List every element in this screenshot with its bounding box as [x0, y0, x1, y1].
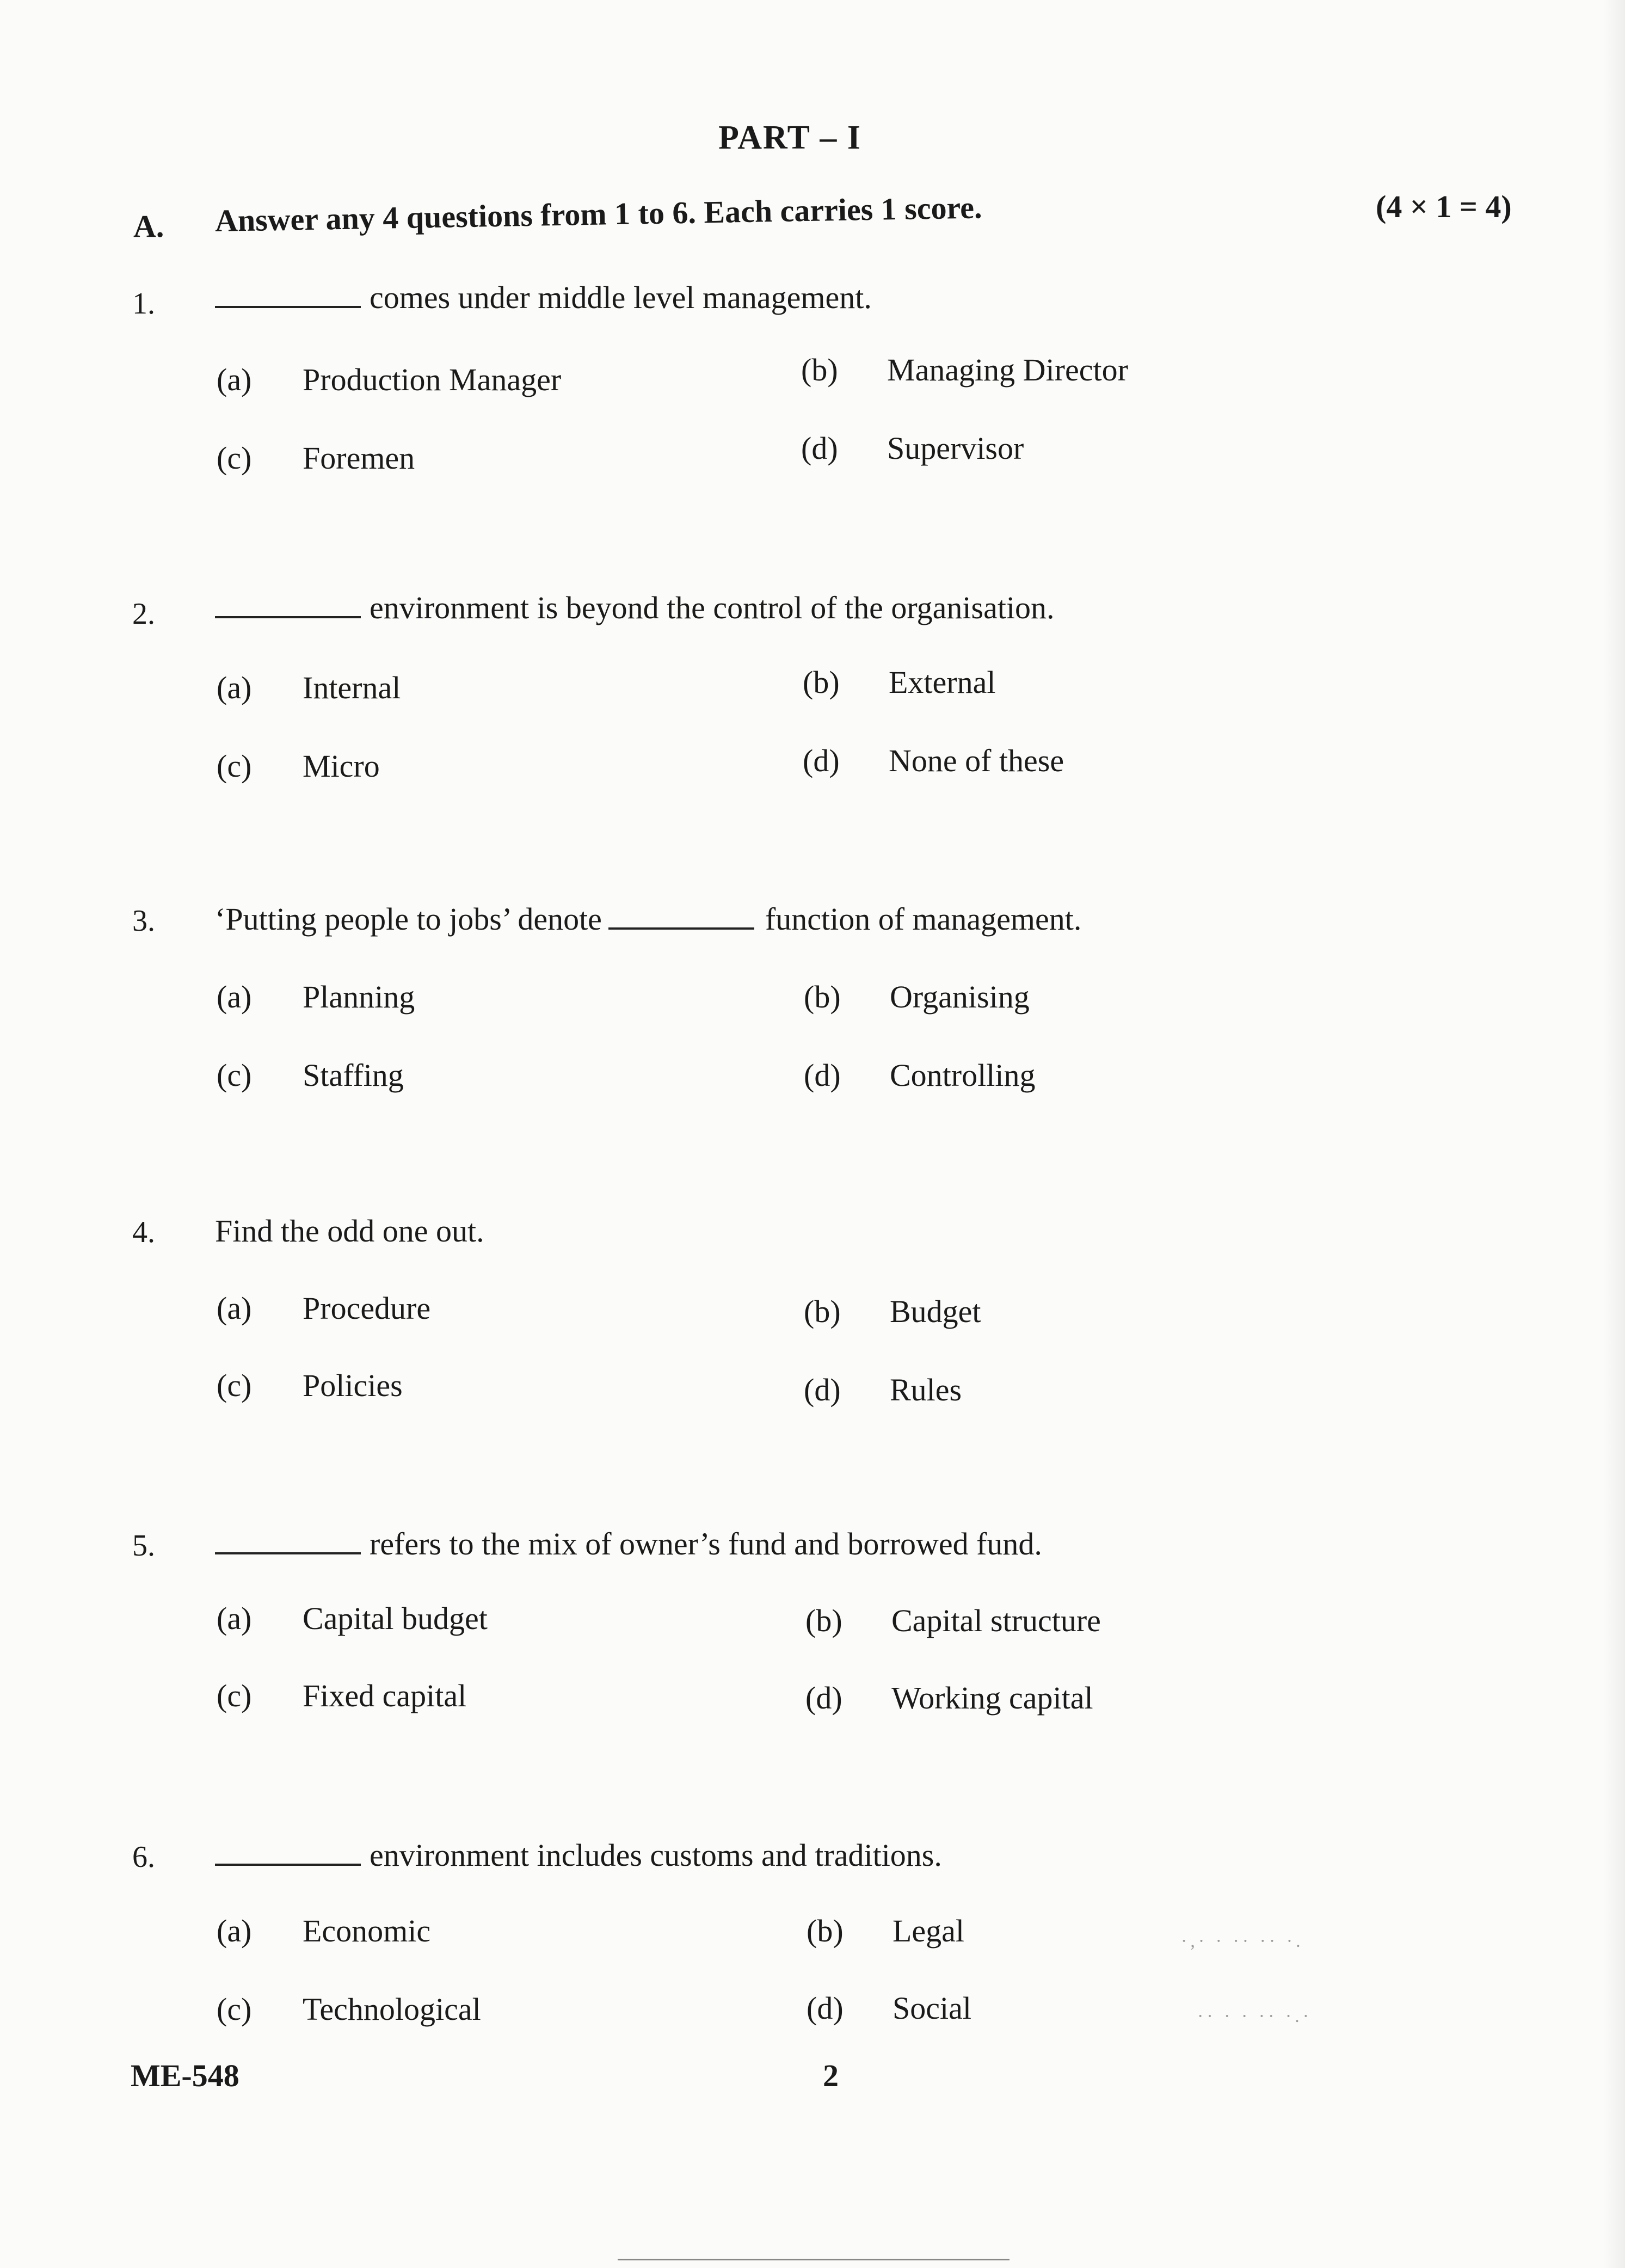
option-b [805, 1602, 1101, 1639]
question-text-start: ‘Putting people to jobs’ denote [215, 901, 602, 937]
answer-blank [608, 899, 754, 930]
section-label: A. [133, 208, 164, 244]
option-text: Procedure [303, 1290, 431, 1326]
option-text: Staffing [303, 1058, 404, 1093]
option-letter: (c) [217, 1368, 252, 1403]
option-d [807, 1990, 971, 2026]
option-a [217, 361, 561, 398]
option-c [217, 1057, 404, 1093]
option-c [217, 1991, 481, 2027]
question-6 [0, 1835, 1625, 2053]
option-letter: (b) [804, 1294, 841, 1329]
option-text: Social [892, 1990, 971, 2026]
option-letter: (c) [217, 1678, 252, 1713]
question-text [215, 588, 1055, 626]
option-a [217, 1913, 430, 1949]
paper-code: ME-548 [131, 2058, 239, 2093]
option-text: Fixed capital [303, 1678, 467, 1713]
option-text: Internal [303, 670, 401, 705]
option-text: Working capital [891, 1680, 1093, 1716]
option-letter: (a) [217, 670, 252, 705]
option-text: Foremen [303, 440, 415, 476]
score-allocation: (4 × 1 = 4) [1376, 189, 1512, 224]
option-text: Policies [303, 1368, 403, 1403]
option-letter: (a) [217, 1290, 252, 1326]
answer-blank [215, 278, 361, 308]
option-b [804, 1293, 981, 1330]
scan-speckle: ·,· · ·· ·· ·. [1181, 1931, 1304, 1951]
option-letter: (a) [217, 979, 252, 1015]
question-3 [0, 899, 1625, 1117]
option-letter: (b) [801, 352, 838, 388]
option-letter: (c) [217, 1992, 252, 2027]
option-letter: (c) [217, 748, 252, 784]
option-text: Planning [303, 979, 415, 1015]
option-letter: (a) [217, 1913, 252, 1949]
option-letter: (b) [807, 1913, 844, 1949]
option-text: External [889, 665, 996, 700]
question-number: 1. [132, 287, 155, 321]
question-4 [0, 1213, 1625, 1430]
option-a [217, 669, 401, 706]
question-text [215, 1524, 1042, 1562]
option-letter: (d) [804, 1372, 841, 1407]
option-text: Micro [303, 748, 380, 784]
question-text [215, 1835, 942, 1873]
option-d [805, 1680, 1093, 1716]
question-number: 6. [132, 1840, 155, 1874]
option-c [217, 1367, 403, 1404]
question-number: 4. [132, 1215, 155, 1249]
question-text-end: function of management. [765, 901, 1082, 937]
option-d [804, 1372, 962, 1408]
question-2 [0, 588, 1625, 806]
option-text: Production Manager [303, 362, 562, 397]
answer-blank [215, 1524, 361, 1554]
question-text [215, 278, 872, 316]
option-text: Organising [890, 979, 1030, 1015]
question-1 [0, 278, 1625, 495]
page-number: 2 [823, 2058, 839, 2093]
option-text: Capital budget [303, 1601, 488, 1636]
option-text: Supervisor [887, 431, 1024, 466]
option-text: Rules [890, 1372, 962, 1407]
question-text-body: environment includes customs and traditions. [370, 1837, 942, 1873]
page-title: PART – I [718, 119, 862, 156]
question-text-body: comes under middle level management. [370, 280, 872, 315]
question-text-body: environment is beyond the control of the organisation. [370, 590, 1055, 625]
option-letter: (d) [803, 743, 840, 778]
option-letter: (b) [805, 1603, 842, 1638]
option-b [801, 352, 1128, 388]
option-letter: (d) [805, 1680, 842, 1716]
option-c [217, 1677, 466, 1714]
option-b [807, 1913, 964, 1949]
option-letter: (d) [801, 431, 838, 466]
answer-blank [215, 588, 361, 618]
question-text-body: refers to the mix of owner’s fund and borrowed fund. [370, 1526, 1042, 1562]
question-text [215, 1213, 484, 1249]
option-letter: (b) [803, 665, 840, 700]
option-text: Economic [303, 1913, 431, 1949]
option-text: Budget [890, 1294, 981, 1329]
question-text [215, 899, 1081, 937]
answer-blank [215, 1835, 361, 1866]
option-d [804, 1057, 1035, 1093]
option-text: Technological [303, 1992, 481, 2027]
option-a [217, 1290, 430, 1326]
option-a [217, 979, 415, 1015]
option-text: Legal [892, 1913, 965, 1949]
option-letter: (a) [217, 1601, 252, 1636]
question-number: 2. [132, 597, 155, 631]
option-a [217, 1600, 488, 1637]
option-text: Controlling [890, 1058, 1036, 1093]
bottom-rule [618, 2259, 1010, 2260]
question-text-body: Find the odd one out. [215, 1213, 484, 1249]
option-b [804, 979, 1030, 1015]
scan-speckle: ·· · · ·· ·.· [1197, 2006, 1313, 2026]
option-letter: (b) [804, 979, 841, 1015]
option-letter: (d) [807, 1990, 844, 2026]
option-b [803, 664, 995, 700]
option-d [803, 742, 1064, 779]
option-letter: (c) [217, 1058, 252, 1093]
option-c [217, 748, 380, 784]
section-instruction: Answer any 4 questions from 1 to 6. Each carries 1 score. [214, 189, 982, 238]
question-number: 3. [132, 904, 155, 938]
option-letter: (a) [217, 362, 252, 397]
option-letter: (c) [217, 440, 252, 476]
option-text: Capital structure [891, 1603, 1101, 1638]
option-c [217, 440, 415, 476]
question-number: 5. [132, 1529, 155, 1563]
question-5 [0, 1524, 1625, 1742]
option-text: Managing Director [887, 352, 1128, 388]
option-letter: (d) [804, 1058, 841, 1093]
option-text: None of these [889, 743, 1064, 778]
option-d [801, 430, 1024, 466]
